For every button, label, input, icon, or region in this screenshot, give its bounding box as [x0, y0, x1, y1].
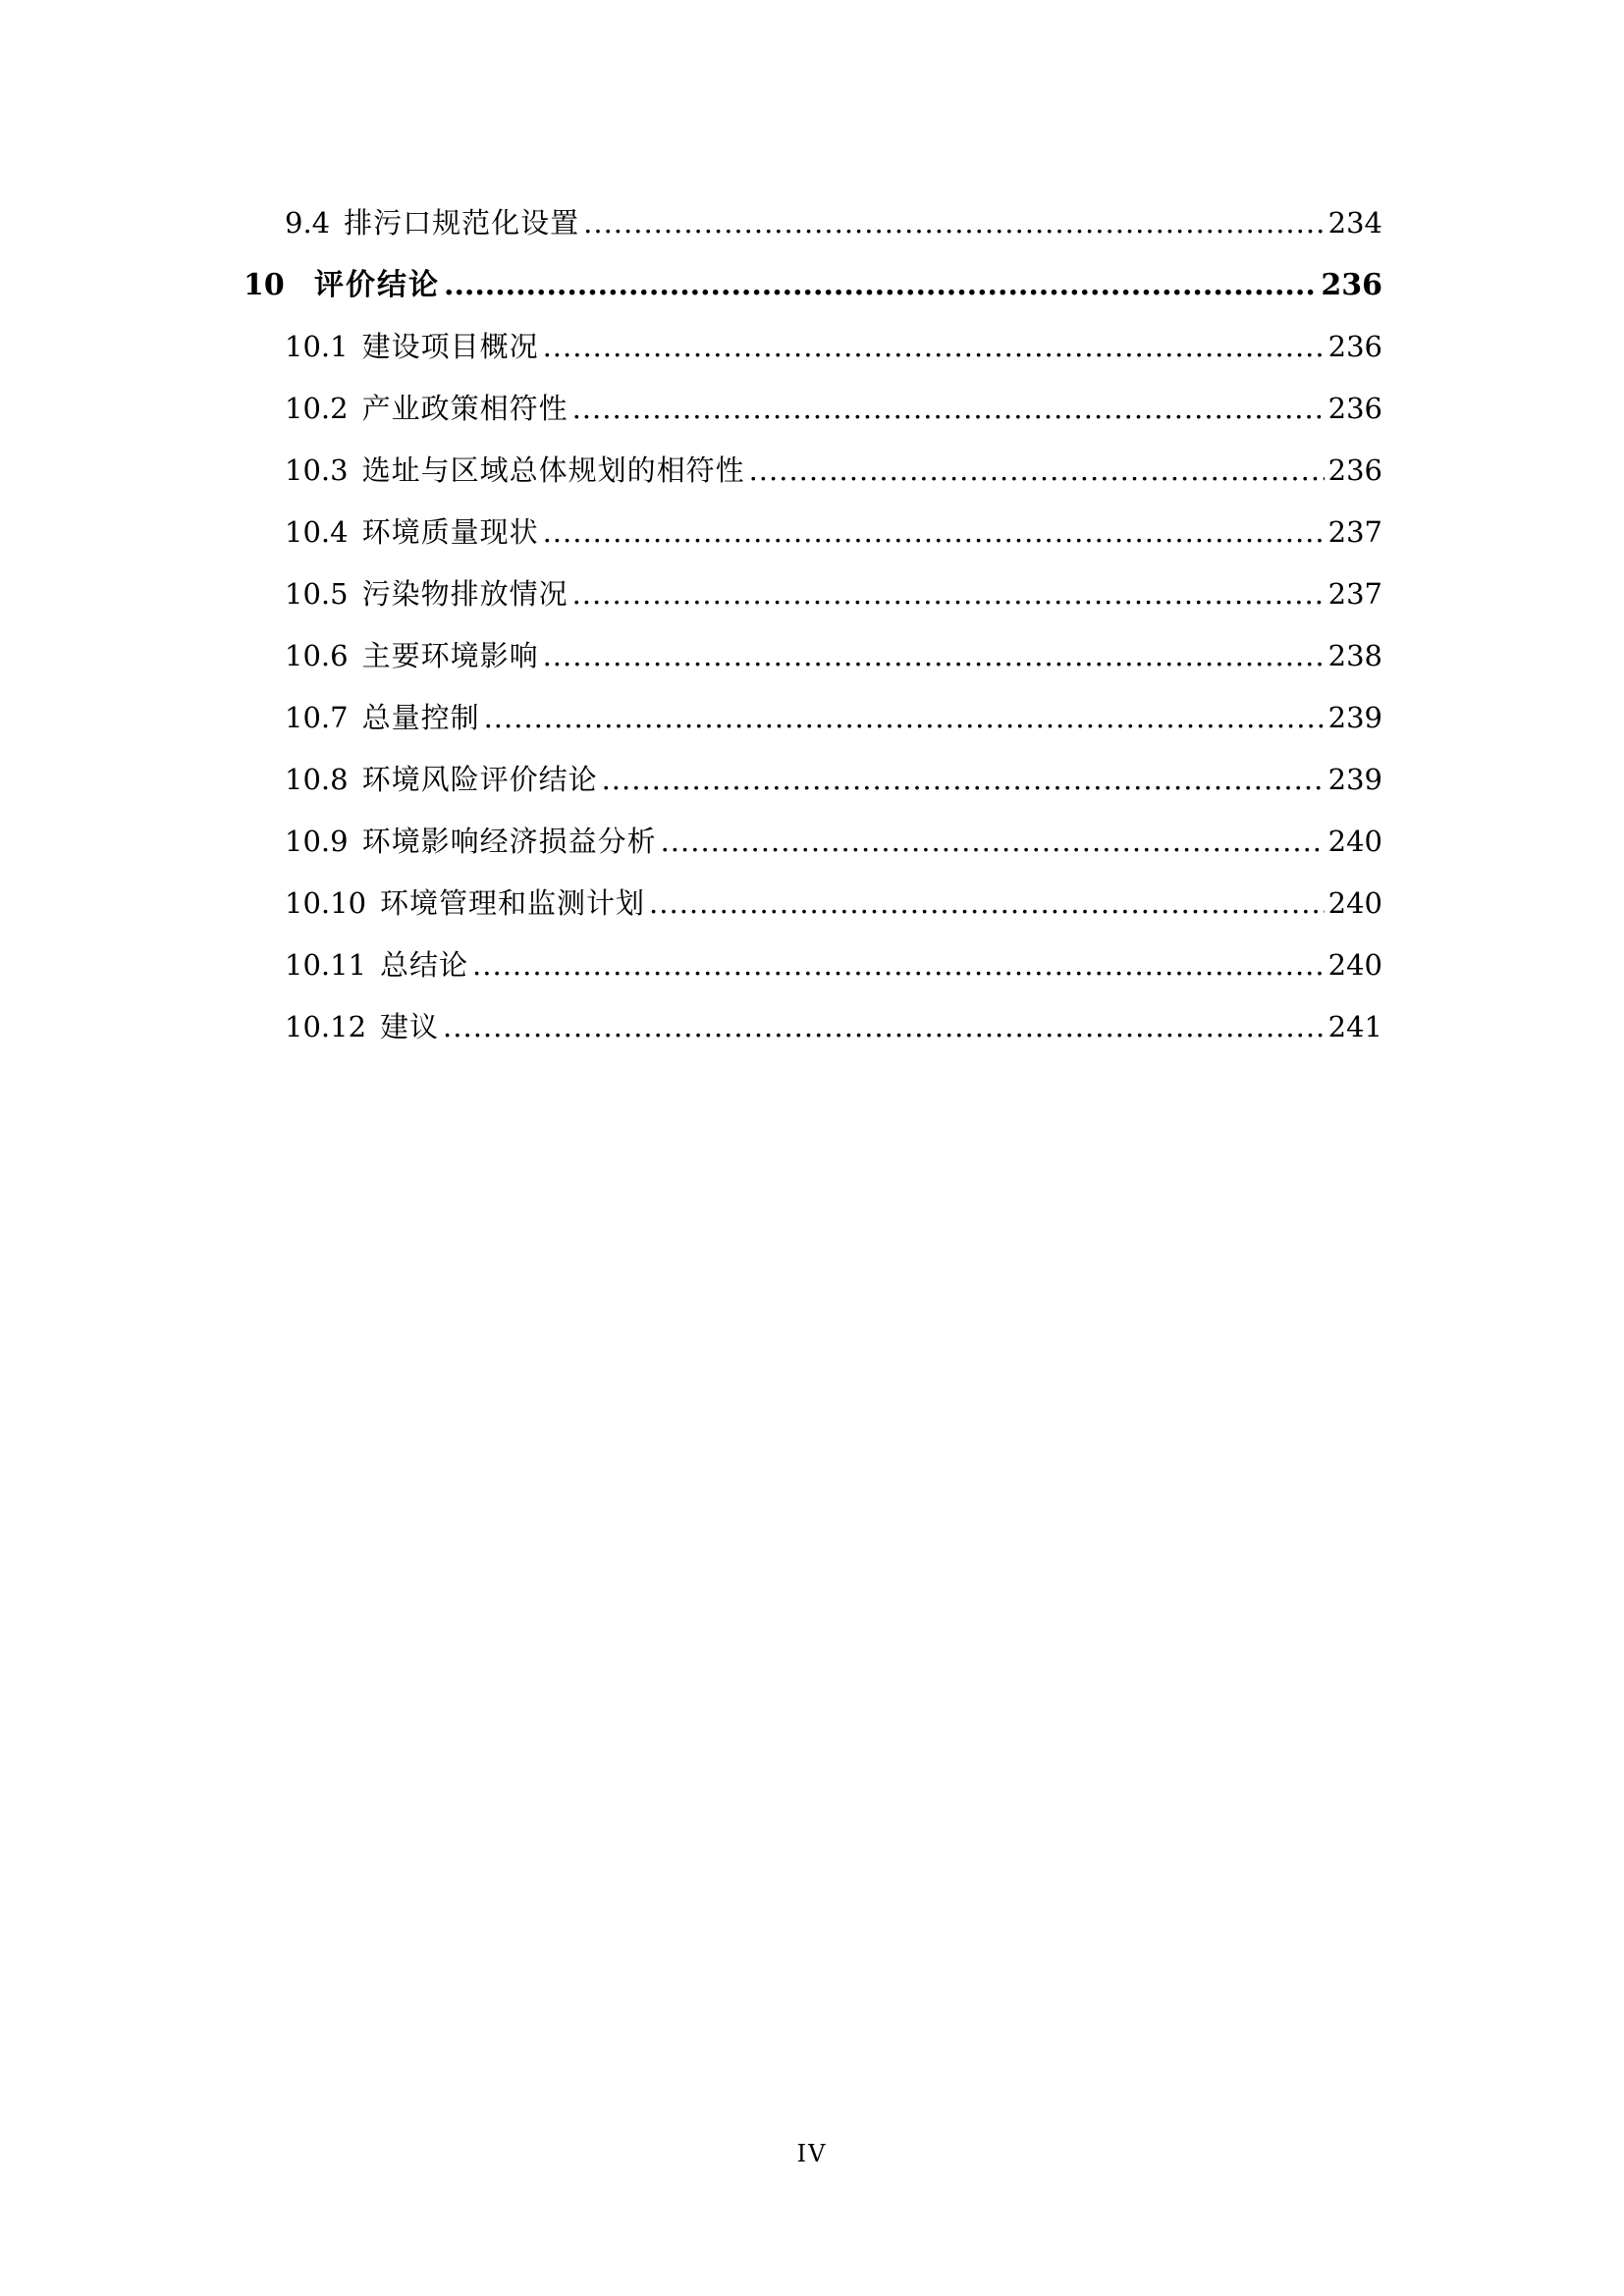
toc-entry-number: 10.9	[285, 825, 349, 858]
toc-entry-title: 环境风险评价结论	[361, 763, 598, 796]
dot-leader	[444, 254, 1317, 316]
dot-leader	[543, 502, 1325, 563]
toc-entry[interactable]	[244, 873, 1382, 934]
toc-entry-page: 237	[1327, 577, 1382, 611]
toc-entry-page: 234	[1327, 206, 1382, 240]
toc-entry[interactable]	[244, 749, 1382, 811]
toc-entry-page: 237	[1327, 515, 1382, 549]
toc-entry[interactable]	[244, 316, 1382, 378]
dot-leader	[602, 749, 1325, 811]
toc-entry-title: 环境影响经济损益分析	[361, 825, 657, 858]
toc-entry[interactable]	[244, 687, 1382, 749]
toc-entry-title: 排污口规范化设置	[344, 206, 580, 240]
toc-entry[interactable]	[244, 502, 1382, 563]
toc-entry-page: 238	[1327, 639, 1382, 672]
toc-entry[interactable]	[244, 440, 1382, 502]
toc-entry-page: 239	[1327, 763, 1382, 796]
dot-leader	[572, 378, 1325, 440]
dot-leader	[572, 563, 1325, 625]
toc-entry-page: 236	[1327, 454, 1382, 487]
toc-entry-page: 241	[1327, 1010, 1382, 1043]
toc-entry-title: 污染物排放情况	[361, 577, 568, 611]
toc-entry-number: 10.3	[285, 454, 349, 487]
toc-entry-page: 240	[1327, 886, 1382, 920]
toc-entry-title: 环境管理和监测计划	[380, 886, 646, 920]
toc-entry-title: 环境质量现状	[361, 515, 539, 549]
toc-entry-page: 236	[1321, 268, 1382, 302]
toc-entry-number: 10.5	[285, 577, 349, 611]
toc-chapter-entry[interactable]	[244, 254, 1382, 316]
toc-entry-number: 10.7	[285, 701, 349, 734]
dot-leader	[543, 625, 1325, 687]
toc-entry-title: 评价结论	[314, 268, 440, 302]
toc-entry-number: 10.8	[285, 763, 349, 796]
dot-leader	[484, 687, 1325, 749]
toc-entry-number: 10.10	[285, 886, 367, 920]
dot-leader	[661, 811, 1325, 873]
toc-entry[interactable]	[244, 811, 1382, 873]
toc-entry-title: 产业政策相符性	[361, 392, 568, 425]
toc-entry-title: 选址与区域总体规划的相符性	[361, 454, 745, 487]
page-number-footer: IV	[796, 2140, 828, 2167]
toc-entry-page: 239	[1327, 701, 1382, 734]
toc-entry[interactable]	[244, 192, 1382, 254]
toc-entry-number: 10.6	[285, 639, 349, 672]
toc-entry[interactable]	[244, 934, 1382, 996]
dot-leader	[443, 996, 1325, 1058]
toc-entry[interactable]	[244, 378, 1382, 440]
toc-entry-number: 10	[244, 268, 285, 302]
toc-entry-number: 10.1	[285, 330, 349, 363]
dot-leader	[543, 316, 1325, 378]
toc-entry-page: 240	[1327, 948, 1382, 982]
dot-leader	[749, 440, 1325, 502]
toc-entry-title: 总结论	[380, 948, 469, 982]
toc-entry-title: 主要环境影响	[361, 639, 539, 672]
toc-entry[interactable]	[244, 563, 1382, 625]
toc-entry-number: 9.4	[285, 206, 331, 240]
toc-entry-title: 建设项目概况	[361, 330, 539, 363]
table-of-contents	[244, 192, 1382, 1058]
dot-leader	[649, 873, 1325, 934]
toc-entry-page: 236	[1327, 330, 1382, 363]
dot-leader	[583, 192, 1325, 254]
toc-entry-number: 10.12	[285, 1010, 367, 1043]
toc-entry-page: 236	[1327, 392, 1382, 425]
dot-leader	[472, 934, 1325, 996]
toc-entry[interactable]	[244, 625, 1382, 687]
toc-entry-page: 240	[1327, 825, 1382, 858]
toc-entry-title: 总量控制	[361, 701, 480, 734]
toc-entry[interactable]	[244, 996, 1382, 1058]
toc-entry-title: 建议	[380, 1010, 440, 1043]
toc-entry-number: 10.4	[285, 515, 349, 549]
toc-entry-number: 10.2	[285, 392, 349, 425]
toc-entry-number: 10.11	[285, 948, 367, 982]
